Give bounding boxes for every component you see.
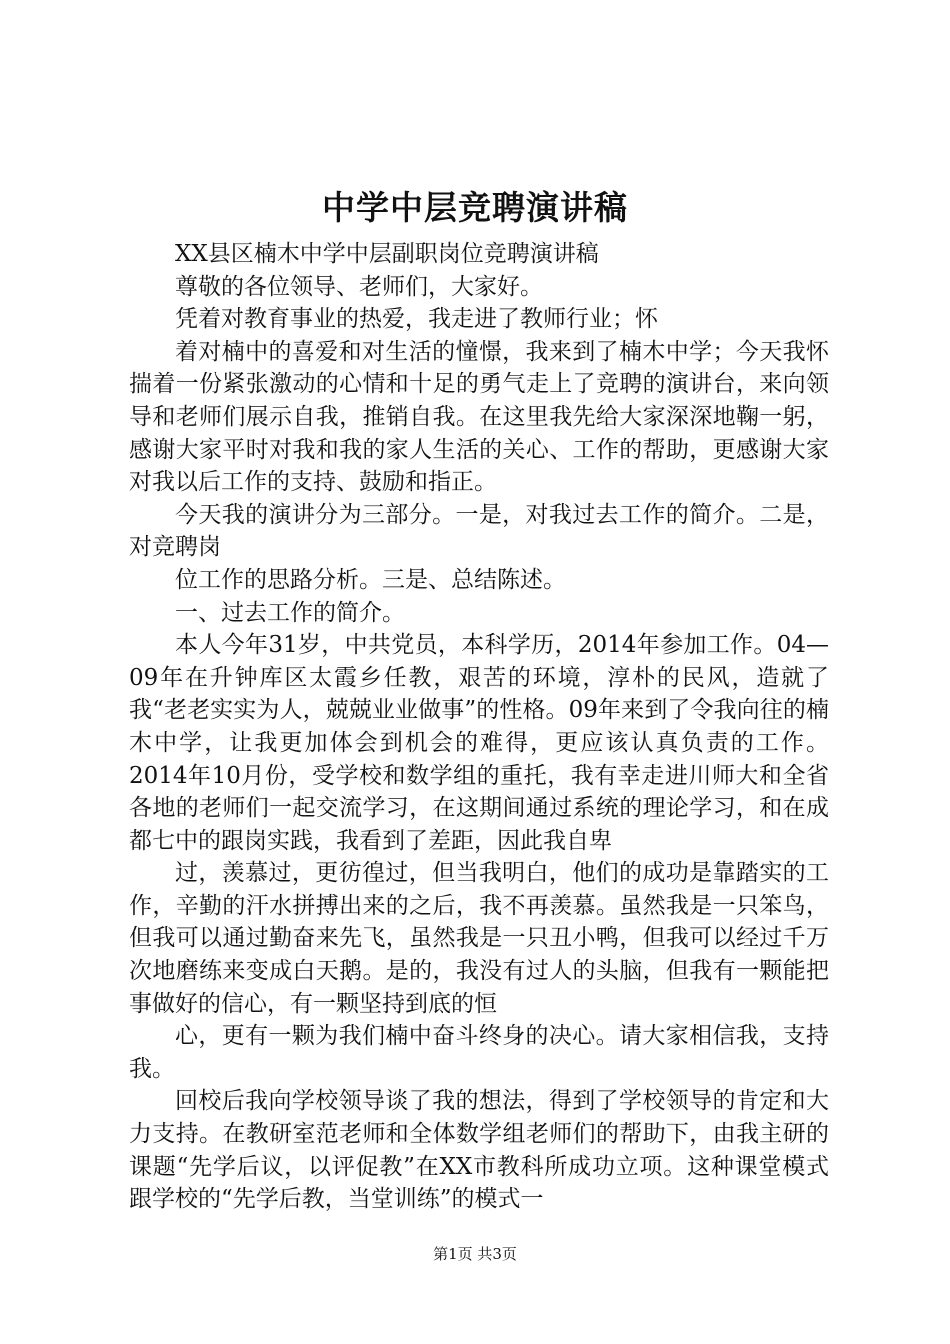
paragraph: 位工作的思路分析。三是、总结陈述。 [175, 566, 566, 593]
paragraph: 凭着对教育事业的热爱，我走进了教师行业；怀 [175, 306, 658, 333]
paragraph: 心，更有一颗为我们楠中奋斗终身的决心。请大家相信我，支持我。 [129, 1023, 829, 1082]
paragraph: 着对楠中的喜爱和对生活的憧憬，我来到了楠木中学；今天我怀揣着一份紧张激动的心情和十足的勇气走上了竞聘的演讲台，来向领导和老师们展示自我，推销自我。在这里我先给大家深深地鞠一躬，感谢大家平时对我和我的家人生活的关心、工作的帮助，更感谢大家对我以后工作的支持、鼓励和指正。 [129, 338, 829, 496]
paragraph: 今天我的演讲分为三部分。一是，对我过去工作的简介。二是，对竞聘岗 [129, 501, 829, 561]
paragraph: XX县区楠木中学中层副职岗位竞聘演讲稿 [175, 241, 599, 267]
paragraph: 本人今年31岁，中共党员，本科学历，2014年参加工作。04—09年在升钟库区太霞乡任教，艰苦的环境，淳朴的民风，造就了我“老老实实为人，兢兢业业做事”的性格。09年来到了令我向往的楠木中学，让我更加体会到机会的难得，更应该认真负责的工作。2014年10月份，受学校和数学组的重托，我有幸走进川师大和全省各地的老师们一起交流学习，在这期间通过系统的理论学习，和在成都七中的跟岗实践，我看到了差距，因此我自卑 [129, 632, 829, 854]
paragraph: 一、过去工作的简介。 [175, 599, 405, 626]
paragraph: 过，羡慕过，更彷徨过，但当我明白，他们的成功是靠踏实的工作，辛勤的汗水拼搏出来的之后，我不再羡慕。虽然我是一只笨鸟，但我可以通过勤奋来先飞，虽然我是一只丑小鸭，但我可以经过千万次地磨练来变成白天鹅。是的，我没有过人的头脑，但我有一颗能把事做好的信心，有一颗坚持到底的恒 [129, 860, 829, 1017]
page-number-footer: 第1页 共3页 [433, 1245, 517, 1263]
document-title: 中学中层竞聘演讲稿 [322, 188, 628, 227]
paragraph: 回校后我向学校领导谈了我的想法，得到了学校领导的肯定和大力支持。在教研室范老师和全体数学组老师们的帮助下，由我主研的课题“先学后议，以评促教”在XX市教科所成功立项。这种课堂模式跟学校的“先学后教，当堂训练”的模式一 [129, 1088, 829, 1213]
paragraph: 尊敬的各位领导、老师们，大家好。 [175, 273, 543, 300]
document-body [129, 238, 829, 1216]
